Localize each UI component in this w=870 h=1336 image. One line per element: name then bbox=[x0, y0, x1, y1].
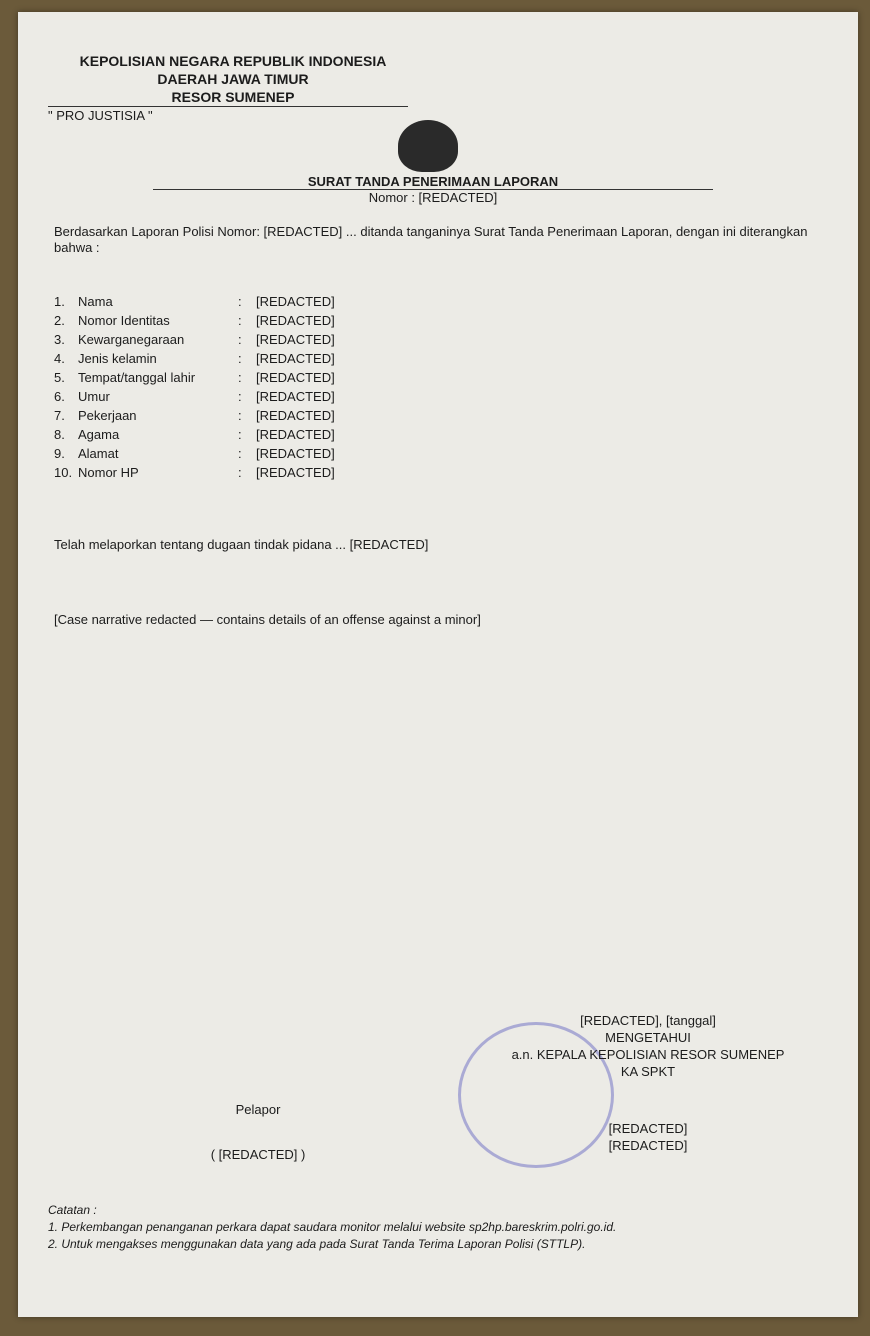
report-summary: Telah melaporkan tentang dugaan tindak pidana ... [REDACTED] bbox=[54, 537, 429, 552]
official-signature-block bbox=[488, 1012, 808, 1154]
field-row: 5. Tempat/tanggal lahir : [REDACTED] bbox=[54, 368, 824, 387]
field-num: 10. bbox=[54, 465, 73, 480]
signature-mark bbox=[198, 1117, 318, 1147]
field-row: 3. Kewarganegaraan : [REDACTED] bbox=[54, 330, 824, 349]
field-label: Kewarganegaraan bbox=[78, 332, 185, 347]
police-emblem-icon bbox=[398, 120, 458, 172]
letterhead-line1: KEPOLISIAN NEGARA REPUBLIK INDONESIA bbox=[79, 53, 387, 69]
document-number: Nomor : [REDACTED] bbox=[368, 190, 498, 205]
field-label: Jenis kelamin bbox=[78, 351, 157, 366]
field-value: [REDACTED] bbox=[256, 427, 335, 442]
field-row: 10. Nomor HP : [REDACTED] bbox=[54, 463, 824, 482]
field-value: [REDACTED] bbox=[256, 313, 335, 328]
field-label: Tempat/tanggal lahir bbox=[78, 370, 196, 385]
chronology: [Case narrative redacted — contains details of an offense against a minor] bbox=[54, 612, 481, 627]
field-value: [REDACTED] bbox=[256, 408, 335, 423]
letterhead-line3: RESOR SUMENEP bbox=[171, 89, 295, 105]
field-num: 6. bbox=[54, 389, 65, 404]
field-value: [REDACTED] bbox=[256, 446, 335, 461]
intro-paragraph: Berdasarkan Laporan Polisi Nomor: [REDACTED] ... ditanda tanganinya Surat Tanda Penerimaan Laporan, dengan ini diterangkan bahwa : bbox=[54, 224, 808, 255]
field-value: [REDACTED] bbox=[256, 332, 335, 347]
field-row: 6. Umur : [REDACTED] bbox=[54, 387, 824, 406]
field-value: [REDACTED] bbox=[256, 294, 335, 309]
document-page bbox=[18, 12, 858, 1317]
letterhead-line2: DAERAH JAWA TIMUR bbox=[157, 71, 309, 87]
field-num: 8. bbox=[54, 427, 65, 442]
notes bbox=[48, 1202, 616, 1253]
field-label: Pekerjaan bbox=[78, 408, 137, 423]
field-num: 4. bbox=[54, 351, 65, 366]
field-label: Nama bbox=[78, 294, 113, 309]
field-label: Agama bbox=[78, 427, 120, 442]
field-row: 4. Jenis kelamin : [REDACTED] bbox=[54, 349, 824, 368]
field-num: 2. bbox=[54, 313, 65, 328]
field-label: Alamat bbox=[78, 446, 119, 461]
field-num: 3. bbox=[54, 332, 65, 347]
reporter-fields bbox=[54, 292, 824, 482]
reporter-signature-block bbox=[198, 1102, 318, 1162]
on-behalf-of: a.n. KEPALA KEPOLISIAN RESOR SUMENEP bbox=[511, 1047, 785, 1062]
acknowledged-label: MENGETAHUI bbox=[605, 1030, 691, 1045]
field-row: 1. Nama : [REDACTED] bbox=[54, 292, 824, 311]
field-num: 9. bbox=[54, 446, 65, 461]
field-value: [REDACTED] bbox=[256, 370, 335, 385]
field-label: Nomor HP bbox=[78, 465, 139, 480]
field-row: 8. Agama : [REDACTED] bbox=[54, 425, 824, 444]
field-row: 9. Alamat : [REDACTED] bbox=[54, 444, 824, 463]
reporter-name: ( [REDACTED] ) bbox=[210, 1147, 306, 1162]
field-label: Umur bbox=[78, 389, 110, 404]
letterhead-divider bbox=[48, 106, 408, 107]
field-num: 5. bbox=[54, 370, 65, 385]
field-num: 7. bbox=[54, 408, 65, 423]
document-title: SURAT TANDA PENERIMAAN LAPORAN bbox=[153, 174, 713, 190]
note-item: 1. Perkembangan penanganan perkara dapat saudara monitor melalui website sp2hp.bareskrim.polri.go.id. bbox=[48, 1220, 617, 1234]
letterhead bbox=[58, 52, 408, 106]
field-row: 2. Nomor Identitas : [REDACTED] bbox=[54, 311, 824, 330]
official-role: KA SPKT bbox=[620, 1064, 676, 1079]
place-date: [REDACTED], [tanggal] bbox=[580, 1013, 716, 1028]
field-value: [REDACTED] bbox=[256, 465, 335, 480]
note-item: 2. Untuk mengakses menggunakan data yang ada pada Surat Tanda Terima Laporan Polisi (STTLP). bbox=[48, 1237, 586, 1251]
pro-justisia: " PRO JUSTISIA " bbox=[48, 108, 153, 123]
field-num: 1. bbox=[54, 294, 65, 309]
field-label: Nomor Identitas bbox=[78, 313, 170, 328]
official-rank: [REDACTED] bbox=[608, 1138, 688, 1153]
official-name: [REDACTED] bbox=[608, 1121, 688, 1136]
field-value: [REDACTED] bbox=[256, 389, 335, 404]
field-row: 7. Pekerjaan : [REDACTED] bbox=[54, 406, 824, 425]
field-value: [REDACTED] bbox=[256, 351, 335, 366]
notes-title: Catatan : bbox=[48, 1203, 97, 1217]
reporter-label: Pelapor bbox=[235, 1102, 281, 1117]
